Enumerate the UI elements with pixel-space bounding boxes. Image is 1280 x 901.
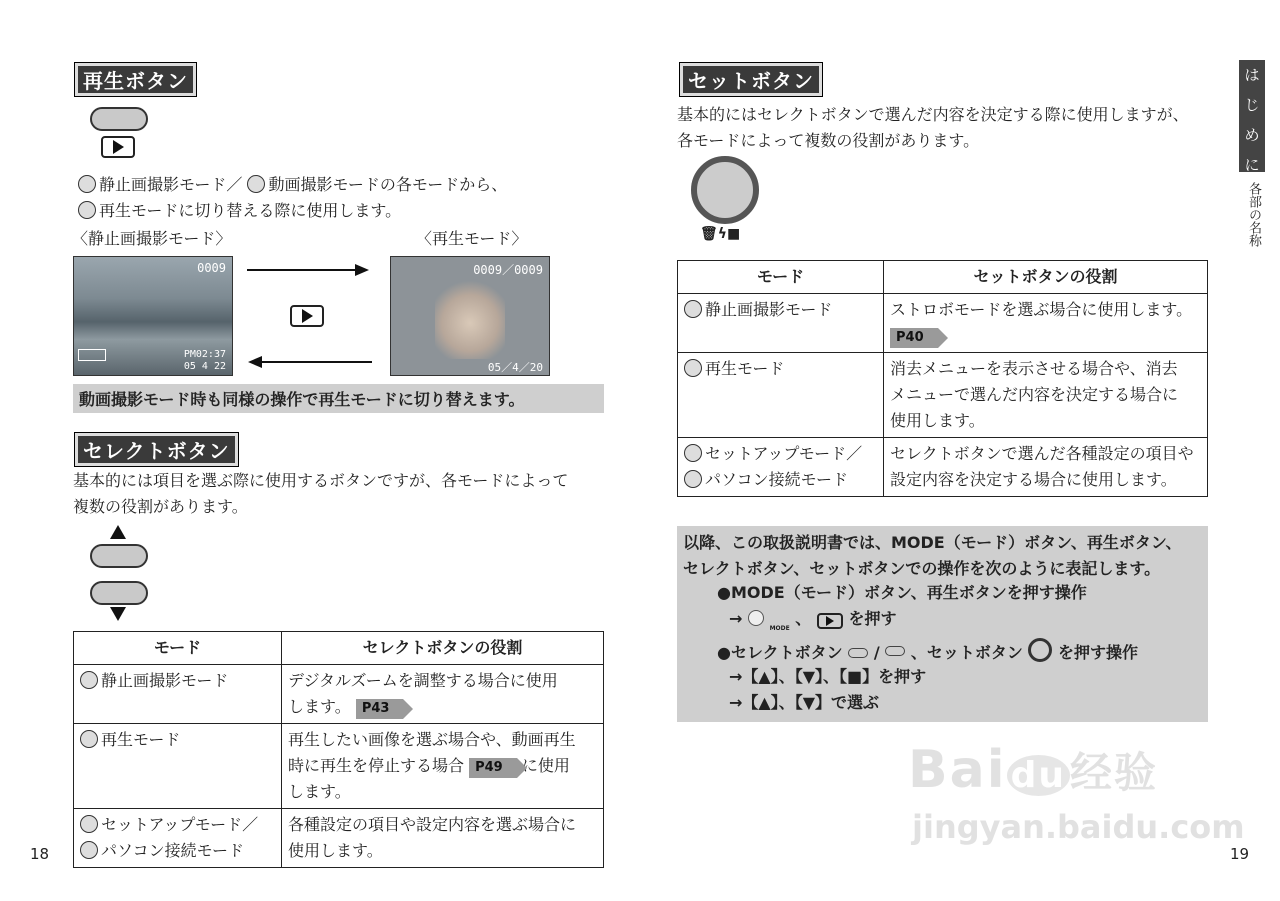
note-bullet1: ●MODE（モード）ボタン、再生ボタンを押す操作 — [717, 583, 1087, 602]
table-row: 静止画撮影モード ストロボモードを選ぶ場合に使用します。 P40 — [678, 294, 1208, 353]
note-sub3: →【▲】、【▼】で選ぶ — [729, 693, 880, 712]
page-ref-badge: P40 — [890, 328, 938, 348]
select-button-header: セレクトボタン — [74, 432, 239, 467]
note-sub2: →【▲】、【▼】、【■】を押す — [729, 667, 927, 686]
movie-mode-note: 動画撮影モード時も同様の操作で再生モードに切り替えます。 — [73, 384, 604, 413]
note-bullet2: ●セレクトボタン / 、セットボタン を押す操作 — [717, 638, 1138, 666]
setup-mode-icon — [80, 815, 98, 833]
still-mode-screen — [73, 256, 233, 376]
set-button-header: セットボタン — [679, 62, 823, 97]
camera-mode-icon — [78, 175, 96, 193]
page-ref-badge: P49 — [469, 758, 517, 778]
setup-mode-icon — [684, 444, 702, 462]
caption-still-mode: 〈静止画撮影モード〉 — [72, 229, 232, 248]
screen2-date: 05／4／20 — [487, 361, 543, 374]
play-icon-small — [817, 613, 843, 629]
baby-photo — [435, 279, 505, 359]
camera-mode-icon — [80, 671, 98, 689]
select-desc-line1: 基本的には項目を選ぶ際に使用するボタンですが、各モードによって — [73, 471, 569, 490]
table-row: 再生モード 消去メニューを表示させる場合や、消去 メニューで選んだ内容を決定する場合に 使用します。 — [678, 353, 1208, 438]
select-button-table — [73, 631, 604, 868]
camera-mode-icon — [684, 300, 702, 318]
set-button-illustration — [691, 156, 759, 224]
table-row: 静止画撮影モード デジタルズームを調整する場合に使用 します。 P43 — [74, 665, 604, 724]
playback-mode-icon — [78, 201, 96, 219]
table-row: セットアップモード／ パソコン接続モード セレクトボタンで選んだ各種設定の項目や 設定内容を決定する場合に使用します。 — [678, 438, 1208, 497]
playback-mode-icon — [684, 359, 702, 377]
section-side-label: 各部の名称 — [1246, 182, 1261, 247]
play-icon-middle — [290, 305, 324, 327]
chapter-side-tab: は じ め に — [1239, 60, 1265, 172]
select-down-button-illustration — [90, 581, 148, 605]
play-button-illustration — [90, 107, 148, 131]
baidu-watermark-url: jingyan.baidu.com — [912, 808, 1245, 846]
play-desc-line1: 静止画撮影モード／ 動画撮影モードの各モードから、 — [78, 172, 507, 198]
screen1-counter: 0009 — [197, 261, 226, 275]
notation-note-box — [677, 526, 1208, 722]
down-arrow-icon — [110, 607, 126, 621]
set-desc-line1: 基本的にはセレクトボタンで選んだ内容を決定する際に使用しますが、 — [677, 105, 1189, 124]
playback-mode-icon — [80, 730, 98, 748]
select-down-icon — [885, 646, 905, 656]
set-button-icon — [1028, 638, 1052, 662]
note-line1: 以降、この取扱説明書では、MODE（モード）ボタン、再生ボタン、 — [683, 533, 1182, 552]
arrow-right-head — [355, 264, 369, 276]
up-arrow-icon — [110, 525, 126, 539]
note-line2: セレクトボタン、セットボタンでの操作を次のように表記します。 — [683, 559, 1161, 578]
mode-button-icon — [748, 610, 764, 626]
caption-playback-mode: 〈再生モード〉 — [416, 229, 528, 248]
movie-mode-icon — [247, 175, 265, 193]
play-button-header: 再生ボタン — [74, 62, 197, 97]
select-table-col-role: セレクトボタンの役割 — [282, 632, 604, 665]
set-table-col-role: セットボタンの役割 — [884, 261, 1208, 294]
set-button-table — [677, 260, 1208, 497]
trash-flash-stop-icon: 🗑ϟ■ — [700, 226, 741, 242]
table-row: 再生モード 再生したい画像を選ぶ場合や、動画再生 時に再生を停止する場合 P49 に使用 します。 — [74, 724, 604, 809]
battery-icon — [78, 349, 106, 361]
select-up-button-illustration — [90, 544, 148, 568]
pc-mode-icon — [80, 841, 98, 859]
page-number-right: 19 — [1230, 845, 1250, 863]
table-row: セットアップモード／ パソコン接続モード 各種設定の項目や設定内容を選ぶ場合に 使用します。 — [74, 809, 604, 868]
play-icon — [101, 136, 135, 158]
play-desc-line2: 再生モードに切り替える際に使用します。 — [78, 198, 401, 224]
select-desc-line2: 複数の役割があります。 — [73, 497, 248, 516]
select-up-icon — [848, 648, 868, 658]
arrow-left — [262, 361, 372, 363]
pc-mode-icon — [684, 470, 702, 488]
page-ref-badge: P43 — [356, 699, 404, 719]
baidu-watermark-logo: Bai du经验 — [908, 740, 1158, 800]
arrow-right — [247, 269, 357, 271]
page-number-left: 18 — [30, 845, 50, 863]
note-bullet1-sub: → $_{MODE}$ 、 を押す — [729, 609, 897, 632]
playback-mode-screen — [390, 256, 550, 376]
set-desc-line2: 各モードによって複数の役割があります。 — [677, 131, 980, 150]
screen2-counter: 0009／0009 — [473, 263, 543, 277]
set-table-col-mode: モード — [678, 261, 884, 294]
arrow-left-head — [248, 356, 262, 368]
screen1-time: PM02:37 — [183, 349, 226, 360]
mode-button-label: MODE — [769, 625, 790, 632]
select-table-col-mode: モード — [74, 632, 282, 665]
screen1-date: 05 4 22 — [183, 361, 226, 372]
